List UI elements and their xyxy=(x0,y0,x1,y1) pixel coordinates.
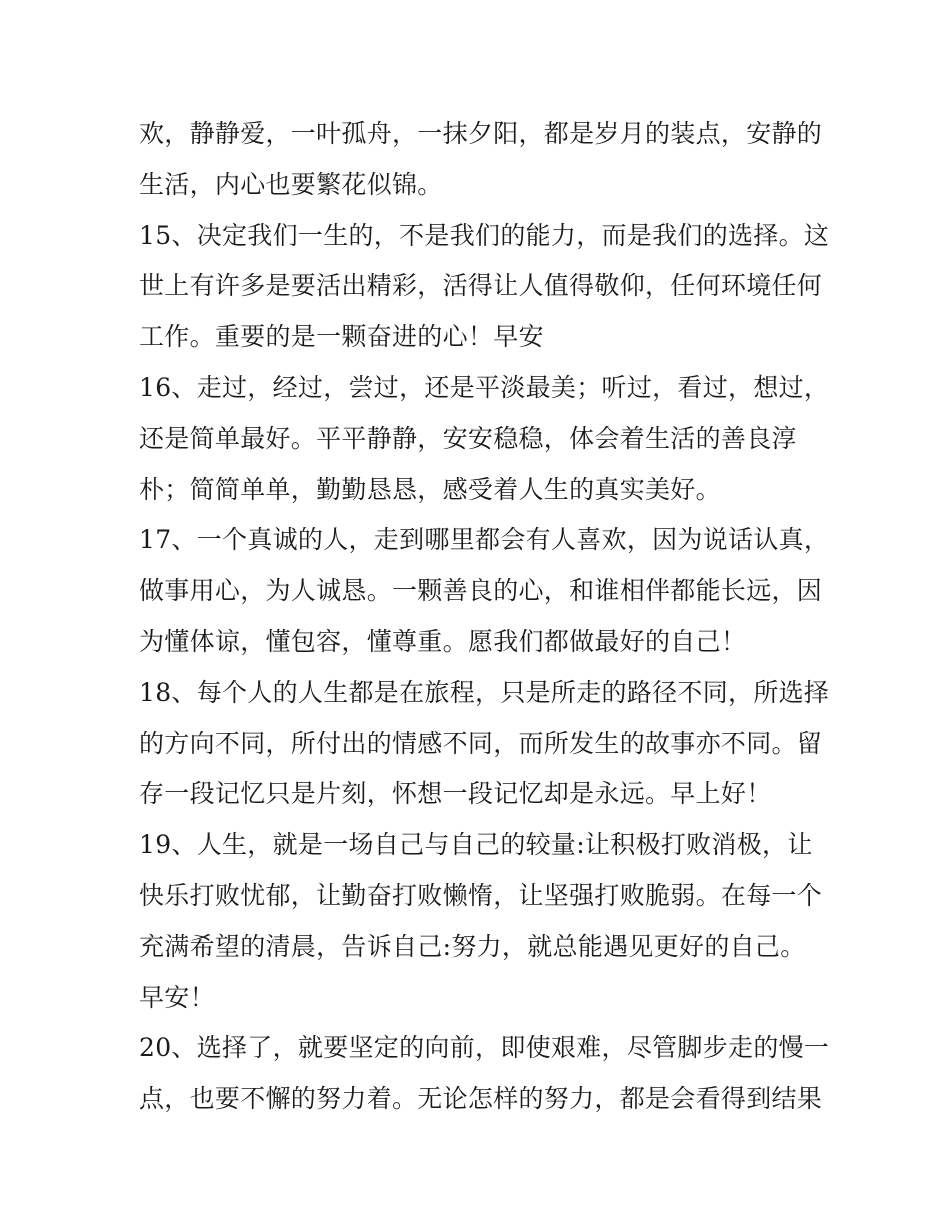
body-text xyxy=(139,109,829,1125)
text-line: 世上有许多是要活出精彩，活得让人值得敬仰，任何环境任何 xyxy=(139,271,823,301)
text-line: 充满希望的清晨，告诉自己:努力，就总能遇见更好的自己。 xyxy=(139,931,806,961)
text-line: 16、走过，经过，尝过，还是平淡最美；听过，看过，想过， xyxy=(139,372,830,402)
text-line: 朴；简简单单，勤勤恳恳，感受着人生的真实美好。 xyxy=(139,474,721,504)
text-line: 的方向不同，所付出的情感不同，而所发生的故事亦不同。留 xyxy=(139,728,823,758)
text-line: 15、决定我们一生的，不是我们的能力，而是我们的选择。这 xyxy=(139,220,830,250)
text-line: 早安！ xyxy=(139,982,215,1012)
text-line: 19、人生，就是一场自己与自己的较量:让积极打败消极，让 xyxy=(139,830,813,860)
text-line: 存一段记忆只是片刻，怀想一段记忆却是永远。早上好！ xyxy=(139,779,772,809)
text-line: 18、每个人的人生都是在旅程，只是所走的路径不同，所选择 xyxy=(139,677,830,707)
text-line: 点，也要不懈的努力着。无论怎样的努力，都是会看得到结果 xyxy=(139,1084,823,1114)
text-line: 工作。重要的是一颗奋进的心！早安 xyxy=(139,322,544,352)
text-line: 生活，内心也要繁花似锦。 xyxy=(139,169,443,199)
text-line: 还是简单最好。平平静静，安安稳稳，体会着生活的善良淳 xyxy=(139,423,797,453)
text-line: 为懂体谅，懂包容，懂尊重。愿我们都做最好的自己！ xyxy=(139,626,747,656)
text-line: 欢，静静爱，一叶孤舟，一抹夕阳，都是岁月的装点，安静的 xyxy=(139,119,823,148)
text-line: 做事用心，为人诚恳。一颗善良的心，和谁相伴都能长远，因 xyxy=(139,576,823,606)
text-line: 快乐打败忧郁，让勤奋打败懒惰，让坚强打败脆弱。在每一个 xyxy=(139,880,823,910)
text-line: 20、选择了，就要坚定的向前，即使艰难，尽管脚步走的慢一 xyxy=(139,1033,830,1063)
text-line: 17、一个真诚的人，走到哪里都会有人喜欢，因为说话认真， xyxy=(139,525,830,555)
